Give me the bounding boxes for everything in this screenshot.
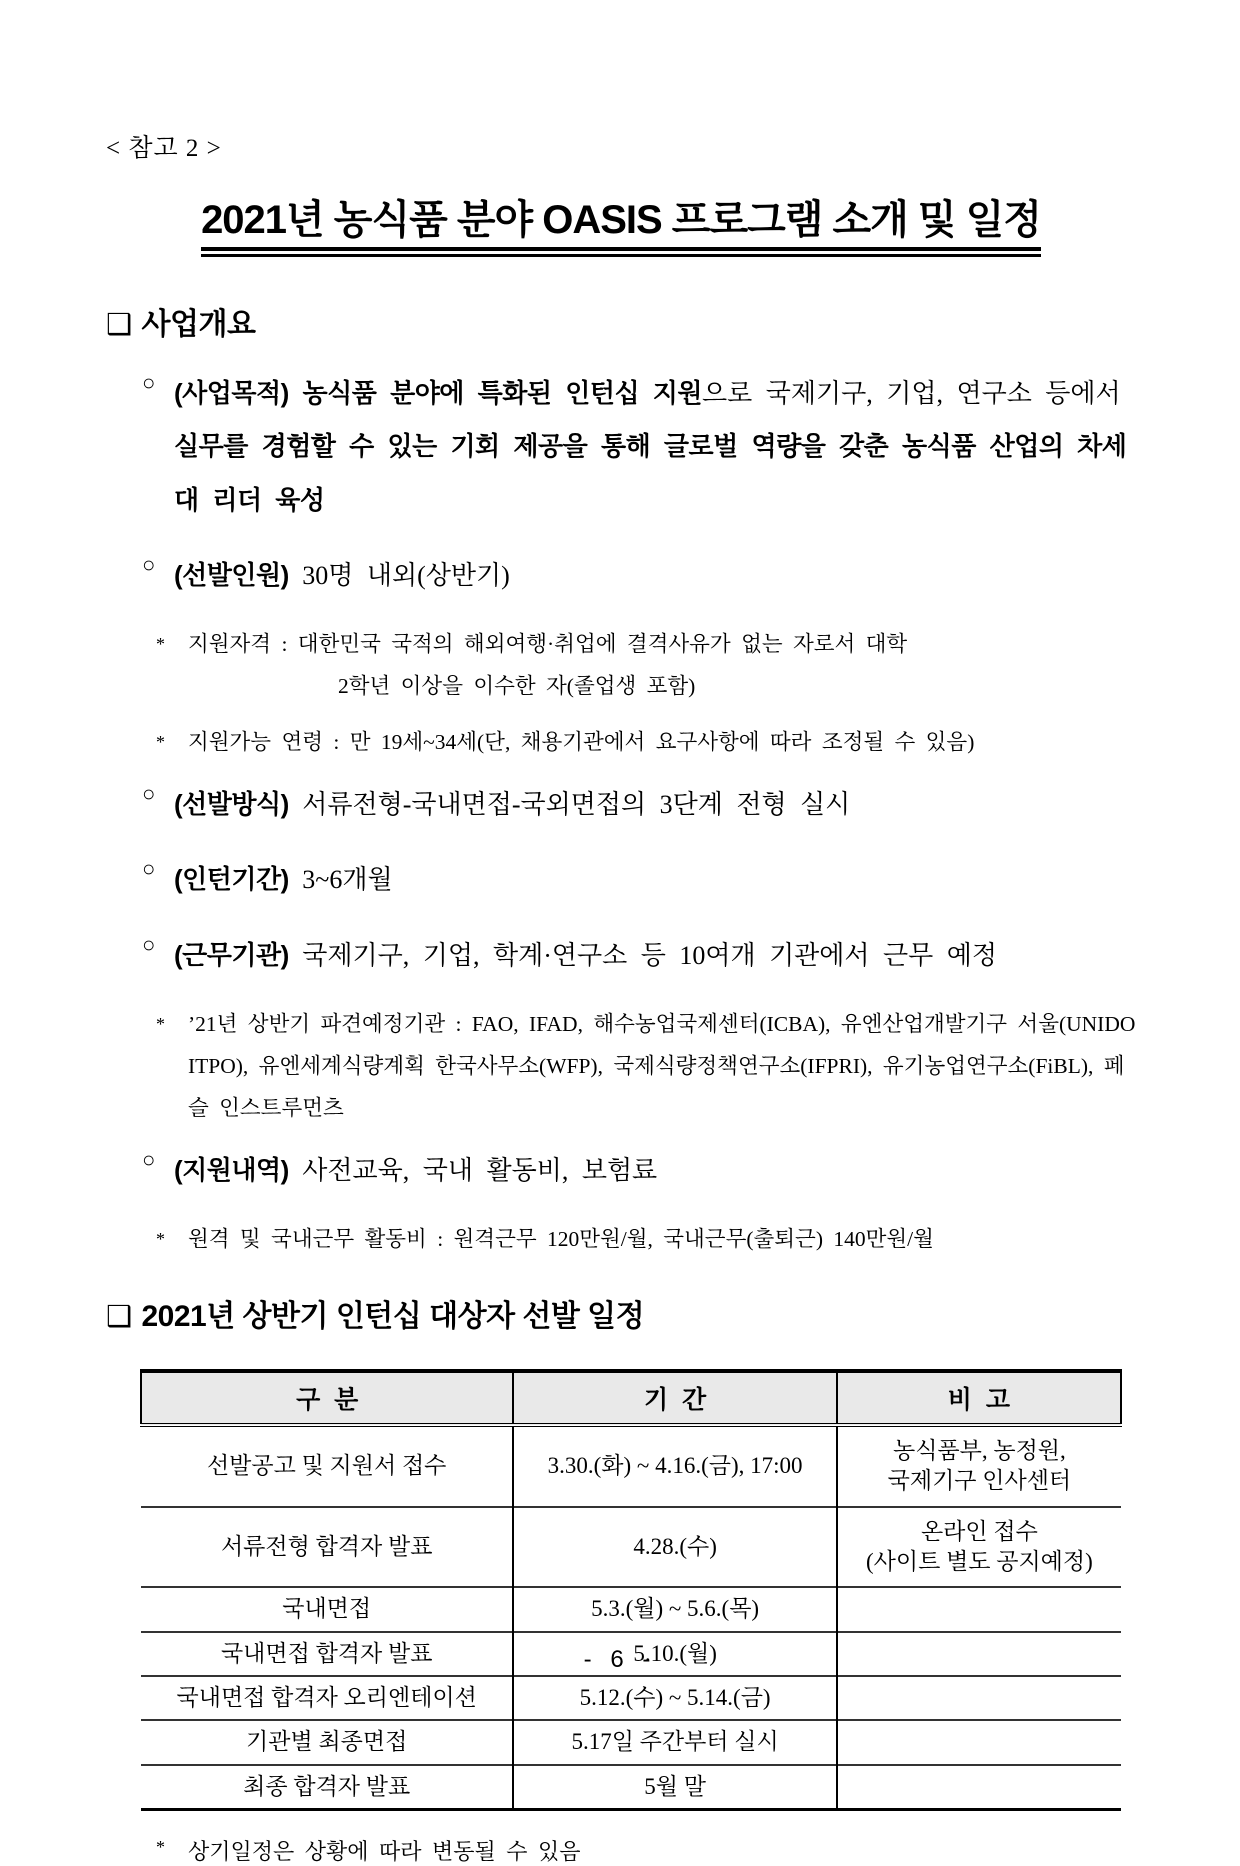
bullet-work-orgs-text <box>174 929 1132 982</box>
cell-period: 5월 말 <box>513 1765 836 1810</box>
bullet-intern-period-text <box>174 853 1132 906</box>
work-orgs-value: 국제기구, 기업, 학계·연구소 등 10여개 기관에서 근무 예정 <box>302 940 997 970</box>
intern-period-value: 3~6개월 <box>302 865 393 895</box>
support-value: 사전교육, 국내 활동비, 보험료 <box>302 1155 658 1185</box>
bullet-purpose-text <box>174 367 1132 527</box>
title-underline <box>201 188 1041 257</box>
cell-note-line2: (사이트 별도 공지예정) <box>866 1548 1093 1574</box>
bullet-circle-icon: ○ <box>142 931 156 957</box>
cell-category: 최종 합격자 발표 <box>141 1765 513 1810</box>
section-heading-overview <box>106 299 1138 343</box>
cell-note <box>837 1676 1121 1720</box>
note-star-icon: * <box>156 1837 165 1858</box>
cell-note-line1: 온라인 접수 <box>920 1518 1038 1544</box>
bullet-circle-icon: ○ <box>142 856 156 882</box>
cell-category: 기관별 최종면접 <box>141 1720 513 1764</box>
note-age-limit-text: 지원가능 연령 : 만 19세~34세(단, 채용기관에서 요구사항에 따라 조정될 수 있음) <box>188 730 975 755</box>
work-orgs-label: (근무기관) <box>174 939 289 970</box>
note-eligibility-line2: 2학년 이상을 이수한 자(졸업생 포함) <box>338 674 696 699</box>
note-eligibility <box>104 624 1138 708</box>
selection-size-label: (선발인원) <box>174 559 289 590</box>
cell-category: 국내면접 합격자 오리엔테이션 <box>141 1676 513 1720</box>
table-row <box>141 1765 1121 1810</box>
note-star-icon: * <box>156 634 165 655</box>
bullet-selection-method <box>104 778 1138 831</box>
bullet-selection-method-text <box>174 778 1132 831</box>
column-header-period: 기 간 <box>513 1371 836 1425</box>
bullet-circle-icon: ○ <box>142 780 156 806</box>
note-star-icon: * <box>156 1013 165 1034</box>
cell-note <box>837 1425 1121 1507</box>
support-label: (지원내역) <box>174 1154 289 1185</box>
bullet-work-orgs <box>104 929 1138 982</box>
cell-note <box>837 1587 1121 1631</box>
schedule-footnote <box>104 1835 1138 1866</box>
bullet-circle-icon: ○ <box>142 370 156 395</box>
purpose-normal-mid: 으로 국제기구, 기업, 연구소 등에서 <box>702 379 1121 408</box>
bullet-circle-icon: ○ <box>142 1146 156 1172</box>
selection-method-value: 서류전형-국내면접-국외면접의 3단계 전형 실시 <box>302 789 851 819</box>
column-header-note: 비 고 <box>837 1371 1121 1425</box>
cell-note <box>837 1765 1121 1810</box>
section-box-icon: ❑ <box>106 309 132 341</box>
bullet-purpose <box>104 367 1138 527</box>
table-row <box>141 1507 1121 1588</box>
cell-period: 5.17일 주간부터 실시 <box>513 1720 836 1764</box>
note-age-limit <box>104 722 1138 764</box>
column-header-category: 구 분 <box>141 1371 513 1425</box>
cell-note-line2: 국제기구 인사센터 <box>887 1468 1072 1494</box>
note-host-organizations <box>104 1004 1138 1130</box>
bullet-circle-icon: ○ <box>142 551 156 577</box>
intern-period-label: (인턴기간) <box>174 864 289 895</box>
note-host-organizations-text: ’21년 상반기 파견예정기관 : FAO, IFAD, 해수농업국제센터(ICBA), 유엔산업개발기구 서울(UNIDO ITPO), 유엔세계식량계획 한국사무소(WFP), 국제식량정책연구소(IFPRI), 유기농업연구소(FiBL), 페슬 인스트루먼츠 <box>188 1011 1136 1120</box>
cell-category: 선발공고 및 지원서 접수 <box>206 1453 447 1478</box>
bullet-support <box>104 1144 1138 1197</box>
reference-label: < 참고 2 > <box>106 135 222 162</box>
document-title <box>104 188 1138 257</box>
table-row <box>141 1676 1121 1720</box>
section-heading-schedule <box>106 1291 1138 1335</box>
cell-note <box>837 1507 1121 1588</box>
section-heading-schedule-text: 2021년 상반기 인턴십 대상자 선발 일정 <box>141 1299 645 1333</box>
cell-period: 5.3.(월) ~ 5.6.(목) <box>513 1587 836 1631</box>
purpose-bold-tail: 실무를 경험할 수 있는 기회 제공을 통해 글로벌 역량을 갖춘 농식품 산업의 차세대 리더 육성 <box>174 431 1127 515</box>
bullet-selection-size <box>104 549 1138 602</box>
table-header-row <box>141 1371 1121 1425</box>
cell-period: 4.28.(수) <box>513 1507 836 1588</box>
schedule-table <box>140 1369 1122 1811</box>
document-title-text: 2021년 농식품 분야 OASIS 프로그램 소개 및 일정 <box>201 188 1041 251</box>
table-row <box>141 1425 1121 1507</box>
cell-category: 서류전형 합격자 발표 <box>141 1507 513 1588</box>
selection-method-label: (선발방식) <box>174 788 289 819</box>
note-allowance-text: 원격 및 국내근무 활동비 : 원격근무 120만원/월, 국내근무(출퇴근) 140만원/월 <box>188 1226 934 1251</box>
cell-period: 5.10.(월) <box>513 1632 836 1676</box>
bullet-intern-period <box>104 853 1138 906</box>
cell-note <box>837 1720 1121 1764</box>
document-content <box>104 128 1138 1866</box>
purpose-bold-lead: (사업목적) 농식품 분야에 특화된 인턴십 지원 <box>174 378 703 408</box>
section-box-icon: ❑ <box>106 1300 132 1333</box>
note-star-icon: * <box>156 1228 165 1249</box>
cell-period: 5.12.(수) ~ 5.14.(금) <box>513 1676 836 1720</box>
bullet-support-text <box>174 1144 1132 1197</box>
selection-size-value: 30명 내외(상반기) <box>302 560 510 590</box>
cell-note-line1: 농식품부, 농정원, <box>893 1437 1066 1463</box>
note-allowance <box>104 1219 1138 1261</box>
table-row <box>141 1587 1121 1631</box>
cell-period: 3.30.(화) ~ 4.16.(금), 17:00 <box>513 1425 836 1507</box>
page-number: - 6 - <box>583 1646 657 1673</box>
bullet-selection-size-text <box>174 549 1132 602</box>
cell-category: 국내면접 합격자 발표 <box>141 1632 513 1676</box>
section-heading-overview-text: 사업개요 <box>141 308 256 341</box>
note-star-icon: * <box>156 732 165 753</box>
schedule-footnote-text: 상기일정은 상황에 따라 변동될 수 있음 <box>188 1839 581 1865</box>
table-row <box>141 1720 1121 1764</box>
note-eligibility-line1: 지원자격 : 대한민국 국적의 해외여행·취업에 결격사유가 없는 자로서 대학 <box>188 632 908 657</box>
cell-category: 국내면접 <box>141 1587 513 1631</box>
